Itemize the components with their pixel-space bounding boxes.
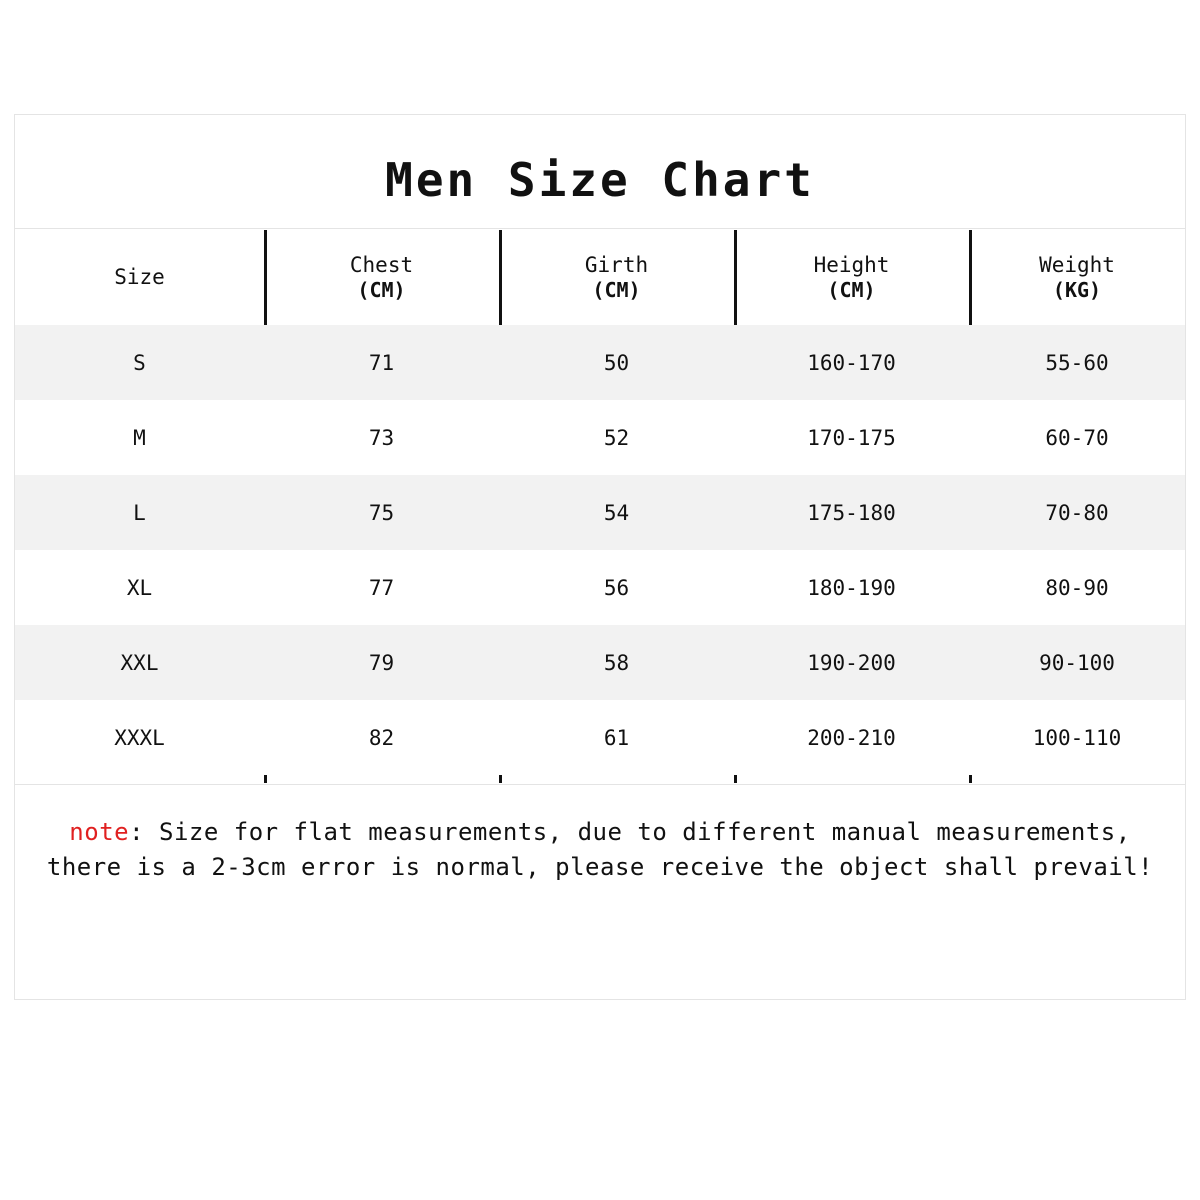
size-chart-card — [14, 114, 1186, 1000]
column-header-height-label: Height — [813, 252, 890, 277]
cell-size: XL — [126, 575, 153, 600]
table-bottom-divider — [15, 784, 1185, 785]
table-row — [15, 325, 1185, 400]
column-header-chest-unit: (CM) — [357, 278, 406, 303]
note-body: Size for flat measurements, due to different manual measurements, there is a 2-3cm error is normal, please receive the object shall prevail! — [46, 818, 1154, 881]
cell-chest: 71 — [368, 350, 395, 375]
column-header-height-unit: (CM) — [827, 278, 876, 303]
column-header-weight-label: Weight — [1039, 252, 1115, 277]
column-header-girth — [499, 230, 734, 325]
table-row — [15, 700, 1185, 775]
cell-girth: 58 — [603, 650, 630, 675]
note-separator: : — [129, 818, 145, 846]
cell-weight: 90-100 — [1039, 650, 1115, 675]
column-header-girth-unit: (CM) — [592, 278, 641, 303]
cell-height: 175-180 — [807, 500, 896, 525]
note-label: note — [69, 818, 130, 846]
cell-chest: 82 — [368, 725, 395, 750]
cell-size: XXXL — [114, 725, 165, 750]
note-text — [29, 815, 1171, 885]
cell-girth: 54 — [603, 500, 630, 525]
table-top-divider — [15, 228, 1185, 229]
table-row — [15, 550, 1185, 625]
table-row — [15, 475, 1185, 550]
cell-girth: 61 — [603, 725, 630, 750]
column-header-size — [15, 230, 264, 325]
table-row — [15, 625, 1185, 700]
cell-chest: 79 — [368, 650, 395, 675]
table-header-row — [15, 230, 1185, 325]
table-body — [15, 325, 1185, 775]
table-row — [15, 400, 1185, 475]
column-header-height — [734, 230, 969, 325]
column-header-size-label: Size — [114, 265, 165, 290]
cell-girth: 52 — [603, 425, 630, 450]
column-header-chest — [264, 230, 499, 325]
column-header-chest-label: Chest — [349, 252, 414, 277]
size-table — [15, 230, 1185, 775]
cell-chest: 75 — [368, 500, 395, 525]
column-header-girth-label: Girth — [584, 252, 649, 277]
cell-height: 160-170 — [807, 350, 896, 375]
cell-size: M — [133, 425, 146, 450]
cell-size: XXL — [120, 650, 159, 675]
cell-chest: 77 — [368, 575, 395, 600]
cell-height: 180-190 — [807, 575, 896, 600]
page-title: Men Size Chart — [385, 153, 815, 207]
cell-size: L — [133, 500, 146, 525]
column-header-weight-unit: (KG) — [1052, 278, 1102, 303]
cell-girth: 50 — [603, 350, 630, 375]
cell-height: 190-200 — [807, 650, 896, 675]
cell-height: 200-210 — [807, 725, 896, 750]
table-header — [15, 230, 1185, 325]
cell-weight: 55-60 — [1045, 350, 1109, 375]
cell-weight: 60-70 — [1045, 425, 1109, 450]
cell-height: 170-175 — [807, 425, 896, 450]
cell-girth: 56 — [603, 575, 630, 600]
cell-weight: 100-110 — [1032, 725, 1122, 750]
cell-weight: 80-90 — [1045, 575, 1109, 600]
cell-chest: 73 — [368, 425, 395, 450]
column-header-weight — [969, 230, 1185, 325]
cell-weight: 70-80 — [1045, 500, 1109, 525]
cell-size: S — [133, 350, 146, 375]
